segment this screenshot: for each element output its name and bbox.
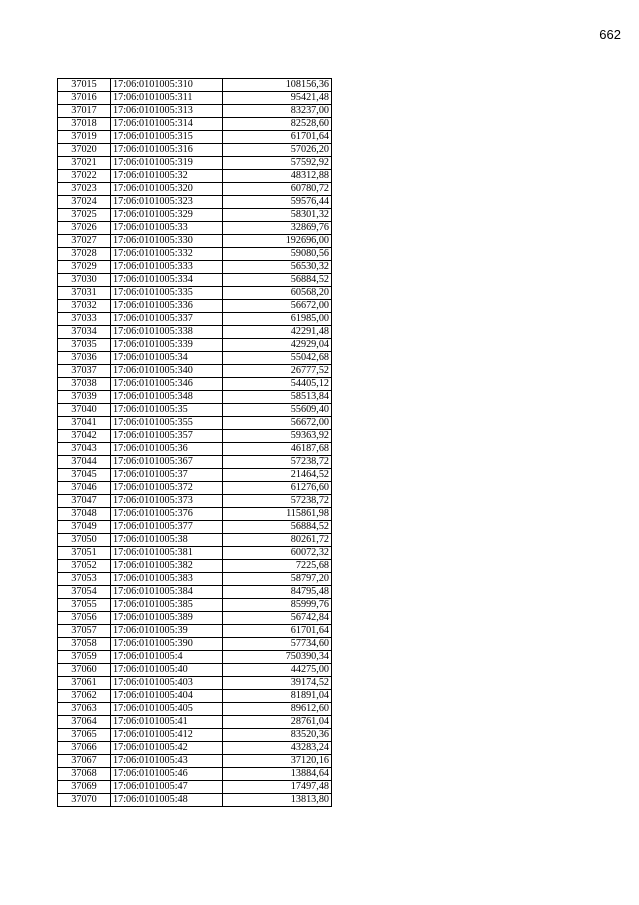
- table-row: [58, 534, 332, 547]
- table-row: [58, 573, 332, 586]
- value-cell: 60568,20: [223, 287, 332, 300]
- cadastral-number-cell: 17:06:0101005:32: [111, 170, 223, 183]
- cadastral-number-cell: 17:06:0101005:405: [111, 703, 223, 716]
- cadastral-number-cell: 17:06:0101005:382: [111, 560, 223, 573]
- table-row: [58, 79, 332, 92]
- row-number-cell: 37048: [58, 508, 111, 521]
- row-number-cell: 37019: [58, 131, 111, 144]
- cadastral-number-cell: 17:06:0101005:37: [111, 469, 223, 482]
- value-cell: 83237,00: [223, 105, 332, 118]
- row-number-cell: 37021: [58, 157, 111, 170]
- value-cell: 60072,32: [223, 547, 332, 560]
- value-cell: 59576,44: [223, 196, 332, 209]
- row-number-cell: 37059: [58, 651, 111, 664]
- cadastral-number-cell: 17:06:0101005:339: [111, 339, 223, 352]
- value-cell: 39174,52: [223, 677, 332, 690]
- value-cell: 57238,72: [223, 456, 332, 469]
- table-row: [58, 599, 332, 612]
- value-cell: 55042,68: [223, 352, 332, 365]
- row-number-cell: 37018: [58, 118, 111, 131]
- cadastral-number-cell: 17:06:0101005:36: [111, 443, 223, 456]
- value-cell: 13813,80: [223, 794, 332, 807]
- value-cell: 56672,00: [223, 300, 332, 313]
- cadastral-number-cell: 17:06:0101005:4: [111, 651, 223, 664]
- table-row: [58, 404, 332, 417]
- table-row: [58, 794, 332, 807]
- table-row: [58, 157, 332, 170]
- cadastral-number-cell: 17:06:0101005:41: [111, 716, 223, 729]
- value-cell: 81891,04: [223, 690, 332, 703]
- row-number-cell: 37016: [58, 92, 111, 105]
- row-number-cell: 37044: [58, 456, 111, 469]
- table-row: [58, 664, 332, 677]
- table-row: [58, 209, 332, 222]
- row-number-cell: 37029: [58, 261, 111, 274]
- table-row: [58, 768, 332, 781]
- cadastral-number-cell: 17:06:0101005:311: [111, 92, 223, 105]
- row-number-cell: 37024: [58, 196, 111, 209]
- value-cell: 82528,60: [223, 118, 332, 131]
- row-number-cell: 37025: [58, 209, 111, 222]
- value-cell: 55609,40: [223, 404, 332, 417]
- table-row: [58, 638, 332, 651]
- value-cell: 80261,72: [223, 534, 332, 547]
- table-row: [58, 560, 332, 573]
- table-row: [58, 742, 332, 755]
- row-number-cell: 37039: [58, 391, 111, 404]
- table-row: [58, 222, 332, 235]
- row-number-cell: 37050: [58, 534, 111, 547]
- row-number-cell: 37022: [58, 170, 111, 183]
- value-cell: 13884,64: [223, 768, 332, 781]
- row-number-cell: 37055: [58, 599, 111, 612]
- cadastral-number-cell: 17:06:0101005:348: [111, 391, 223, 404]
- value-cell: 61701,64: [223, 625, 332, 638]
- value-cell: 21464,52: [223, 469, 332, 482]
- row-number-cell: 37062: [58, 690, 111, 703]
- row-number-cell: 37035: [58, 339, 111, 352]
- table-row: [58, 417, 332, 430]
- value-cell: 37120,16: [223, 755, 332, 768]
- row-number-cell: 37043: [58, 443, 111, 456]
- row-number-cell: 37026: [58, 222, 111, 235]
- value-cell: 58301,32: [223, 209, 332, 222]
- row-number-cell: 37049: [58, 521, 111, 534]
- row-number-cell: 37040: [58, 404, 111, 417]
- cadastral-number-cell: 17:06:0101005:316: [111, 144, 223, 157]
- row-number-cell: 37027: [58, 235, 111, 248]
- cadastral-number-cell: 17:06:0101005:385: [111, 599, 223, 612]
- row-number-cell: 37069: [58, 781, 111, 794]
- row-number-cell: 37052: [58, 560, 111, 573]
- cadastral-number-cell: 17:06:0101005:381: [111, 547, 223, 560]
- row-number-cell: 37051: [58, 547, 111, 560]
- cadastral-number-cell: 17:06:0101005:330: [111, 235, 223, 248]
- table-row: [58, 430, 332, 443]
- cadastral-number-cell: 17:06:0101005:42: [111, 742, 223, 755]
- cadastral-number-cell: 17:06:0101005:38: [111, 534, 223, 547]
- value-cell: 192696,00: [223, 235, 332, 248]
- table-row: [58, 443, 332, 456]
- table-row: [58, 781, 332, 794]
- table-row: [58, 235, 332, 248]
- table-row: [58, 495, 332, 508]
- table-row: [58, 196, 332, 209]
- row-number-cell: 37031: [58, 287, 111, 300]
- row-number-cell: 37054: [58, 586, 111, 599]
- value-cell: 84795,48: [223, 586, 332, 599]
- table-row: [58, 365, 332, 378]
- row-number-cell: 37068: [58, 768, 111, 781]
- cadastral-number-cell: 17:06:0101005:46: [111, 768, 223, 781]
- page-number: 662: [599, 27, 621, 42]
- value-cell: 32869,76: [223, 222, 332, 235]
- value-cell: 57238,72: [223, 495, 332, 508]
- value-cell: 48312,88: [223, 170, 332, 183]
- row-number-cell: 37017: [58, 105, 111, 118]
- row-number-cell: 37033: [58, 313, 111, 326]
- cadastral-number-cell: 17:06:0101005:357: [111, 430, 223, 443]
- table-row: [58, 703, 332, 716]
- cadastral-number-cell: 17:06:0101005:40: [111, 664, 223, 677]
- value-cell: 17497,48: [223, 781, 332, 794]
- row-number-cell: 37057: [58, 625, 111, 638]
- value-cell: 54405,12: [223, 378, 332, 391]
- table-row: [58, 118, 332, 131]
- cadastral-number-cell: 17:06:0101005:355: [111, 417, 223, 430]
- row-number-cell: 37015: [58, 79, 111, 92]
- value-cell: 56884,52: [223, 274, 332, 287]
- value-cell: 43283,24: [223, 742, 332, 755]
- value-cell: 58797,20: [223, 573, 332, 586]
- cadastral-number-cell: 17:06:0101005:310: [111, 79, 223, 92]
- value-cell: 61701,64: [223, 131, 332, 144]
- table-row: [58, 716, 332, 729]
- table-row: [58, 625, 332, 638]
- table-row: [58, 690, 332, 703]
- table-row: [58, 313, 332, 326]
- cadastral-number-cell: 17:06:0101005:383: [111, 573, 223, 586]
- value-cell: 56884,52: [223, 521, 332, 534]
- cadastral-number-cell: 17:06:0101005:336: [111, 300, 223, 313]
- value-cell: 89612,60: [223, 703, 332, 716]
- table-row: [58, 339, 332, 352]
- row-number-cell: 37064: [58, 716, 111, 729]
- value-cell: 115861,98: [223, 508, 332, 521]
- cadastral-number-cell: 17:06:0101005:338: [111, 326, 223, 339]
- cadastral-number-cell: 17:06:0101005:384: [111, 586, 223, 599]
- cadastral-number-cell: 17:06:0101005:367: [111, 456, 223, 469]
- table-row: [58, 131, 332, 144]
- value-cell: 83520,36: [223, 729, 332, 742]
- cadastral-number-cell: 17:06:0101005:329: [111, 209, 223, 222]
- table-row: [58, 105, 332, 118]
- row-number-cell: 37046: [58, 482, 111, 495]
- table-row: [58, 352, 332, 365]
- table-row: [58, 755, 332, 768]
- table-row: [58, 248, 332, 261]
- table-row: [58, 456, 332, 469]
- row-number-cell: 37058: [58, 638, 111, 651]
- table-row: [58, 300, 332, 313]
- value-cell: 57734,60: [223, 638, 332, 651]
- value-cell: 26777,52: [223, 365, 332, 378]
- value-cell: 56742,84: [223, 612, 332, 625]
- cadastral-number-cell: 17:06:0101005:346: [111, 378, 223, 391]
- value-cell: 61276,60: [223, 482, 332, 495]
- cadastral-number-cell: 17:06:0101005:315: [111, 131, 223, 144]
- table-row: [58, 482, 332, 495]
- value-cell: 58513,84: [223, 391, 332, 404]
- row-number-cell: 37047: [58, 495, 111, 508]
- table-row: [58, 469, 332, 482]
- row-number-cell: 37020: [58, 144, 111, 157]
- cadastral-number-cell: 17:06:0101005:403: [111, 677, 223, 690]
- cadastral-number-cell: 17:06:0101005:337: [111, 313, 223, 326]
- table-row: [58, 677, 332, 690]
- cadastral-number-cell: 17:06:0101005:48: [111, 794, 223, 807]
- row-number-cell: 37066: [58, 742, 111, 755]
- table-row: [58, 586, 332, 599]
- table-row: [58, 547, 332, 560]
- cadastral-number-cell: 17:06:0101005:35: [111, 404, 223, 417]
- cadastral-number-cell: 17:06:0101005:314: [111, 118, 223, 131]
- row-number-cell: 37030: [58, 274, 111, 287]
- row-number-cell: 37056: [58, 612, 111, 625]
- table-row: [58, 287, 332, 300]
- table-row: [58, 729, 332, 742]
- table-row: [58, 378, 332, 391]
- cadastral-number-cell: 17:06:0101005:404: [111, 690, 223, 703]
- cadastral-number-cell: 17:06:0101005:376: [111, 508, 223, 521]
- cadastral-number-cell: 17:06:0101005:377: [111, 521, 223, 534]
- cadastral-number-cell: 17:06:0101005:390: [111, 638, 223, 651]
- value-cell: 85999,76: [223, 599, 332, 612]
- table-row: [58, 274, 332, 287]
- value-cell: 57026,20: [223, 144, 332, 157]
- row-number-cell: 37041: [58, 417, 111, 430]
- value-cell: 60780,72: [223, 183, 332, 196]
- cadastral-number-cell: 17:06:0101005:340: [111, 365, 223, 378]
- row-number-cell: 37034: [58, 326, 111, 339]
- value-cell: 28761,04: [223, 716, 332, 729]
- table-row: [58, 521, 332, 534]
- value-cell: 59080,56: [223, 248, 332, 261]
- value-cell: 42291,48: [223, 326, 332, 339]
- table-body: [58, 79, 332, 807]
- value-cell: 42929,04: [223, 339, 332, 352]
- value-cell: 61985,00: [223, 313, 332, 326]
- row-number-cell: 37067: [58, 755, 111, 768]
- table-row: [58, 144, 332, 157]
- row-number-cell: 37032: [58, 300, 111, 313]
- row-number-cell: 37038: [58, 378, 111, 391]
- table-row: [58, 508, 332, 521]
- cadastral-number-cell: 17:06:0101005:372: [111, 482, 223, 495]
- cadastral-number-cell: 17:06:0101005:39: [111, 625, 223, 638]
- cadastral-number-cell: 17:06:0101005:313: [111, 105, 223, 118]
- row-number-cell: 37036: [58, 352, 111, 365]
- cadastral-number-cell: 17:06:0101005:47: [111, 781, 223, 794]
- table-row: [58, 183, 332, 196]
- table-row: [58, 326, 332, 339]
- row-number-cell: 37063: [58, 703, 111, 716]
- cadastral-number-cell: 17:06:0101005:373: [111, 495, 223, 508]
- row-number-cell: 37042: [58, 430, 111, 443]
- row-number-cell: 37037: [58, 365, 111, 378]
- cadastral-number-cell: 17:06:0101005:34: [111, 352, 223, 365]
- cadastral-number-cell: 17:06:0101005:33: [111, 222, 223, 235]
- row-number-cell: 37070: [58, 794, 111, 807]
- row-number-cell: 37060: [58, 664, 111, 677]
- value-cell: 59363,92: [223, 430, 332, 443]
- row-number-cell: 37053: [58, 573, 111, 586]
- table-row: [58, 261, 332, 274]
- cadastral-number-cell: 17:06:0101005:389: [111, 612, 223, 625]
- cadastral-number-cell: 17:06:0101005:43: [111, 755, 223, 768]
- cadastral-number-cell: 17:06:0101005:335: [111, 287, 223, 300]
- cadastral-number-cell: 17:06:0101005:334: [111, 274, 223, 287]
- value-cell: 750390,34: [223, 651, 332, 664]
- table-row: [58, 391, 332, 404]
- table-row: [58, 92, 332, 105]
- cadastral-number-cell: 17:06:0101005:319: [111, 157, 223, 170]
- value-cell: 57592,92: [223, 157, 332, 170]
- value-cell: 56530,32: [223, 261, 332, 274]
- row-number-cell: 37045: [58, 469, 111, 482]
- cadastral-number-cell: 17:06:0101005:332: [111, 248, 223, 261]
- value-cell: 46187,68: [223, 443, 332, 456]
- cadastral-number-cell: 17:06:0101005:333: [111, 261, 223, 274]
- data-table: [57, 78, 332, 807]
- row-number-cell: 37023: [58, 183, 111, 196]
- value-cell: 95421,48: [223, 92, 332, 105]
- cadastral-number-cell: 17:06:0101005:323: [111, 196, 223, 209]
- value-cell: 108156,36: [223, 79, 332, 92]
- row-number-cell: 37028: [58, 248, 111, 261]
- row-number-cell: 37061: [58, 677, 111, 690]
- table-row: [58, 651, 332, 664]
- table-row: [58, 170, 332, 183]
- value-cell: 7225,68: [223, 560, 332, 573]
- table-row: [58, 612, 332, 625]
- cadastral-number-cell: 17:06:0101005:412: [111, 729, 223, 742]
- value-cell: 56672,00: [223, 417, 332, 430]
- cadastral-number-cell: 17:06:0101005:320: [111, 183, 223, 196]
- value-cell: 44275,00: [223, 664, 332, 677]
- row-number-cell: 37065: [58, 729, 111, 742]
